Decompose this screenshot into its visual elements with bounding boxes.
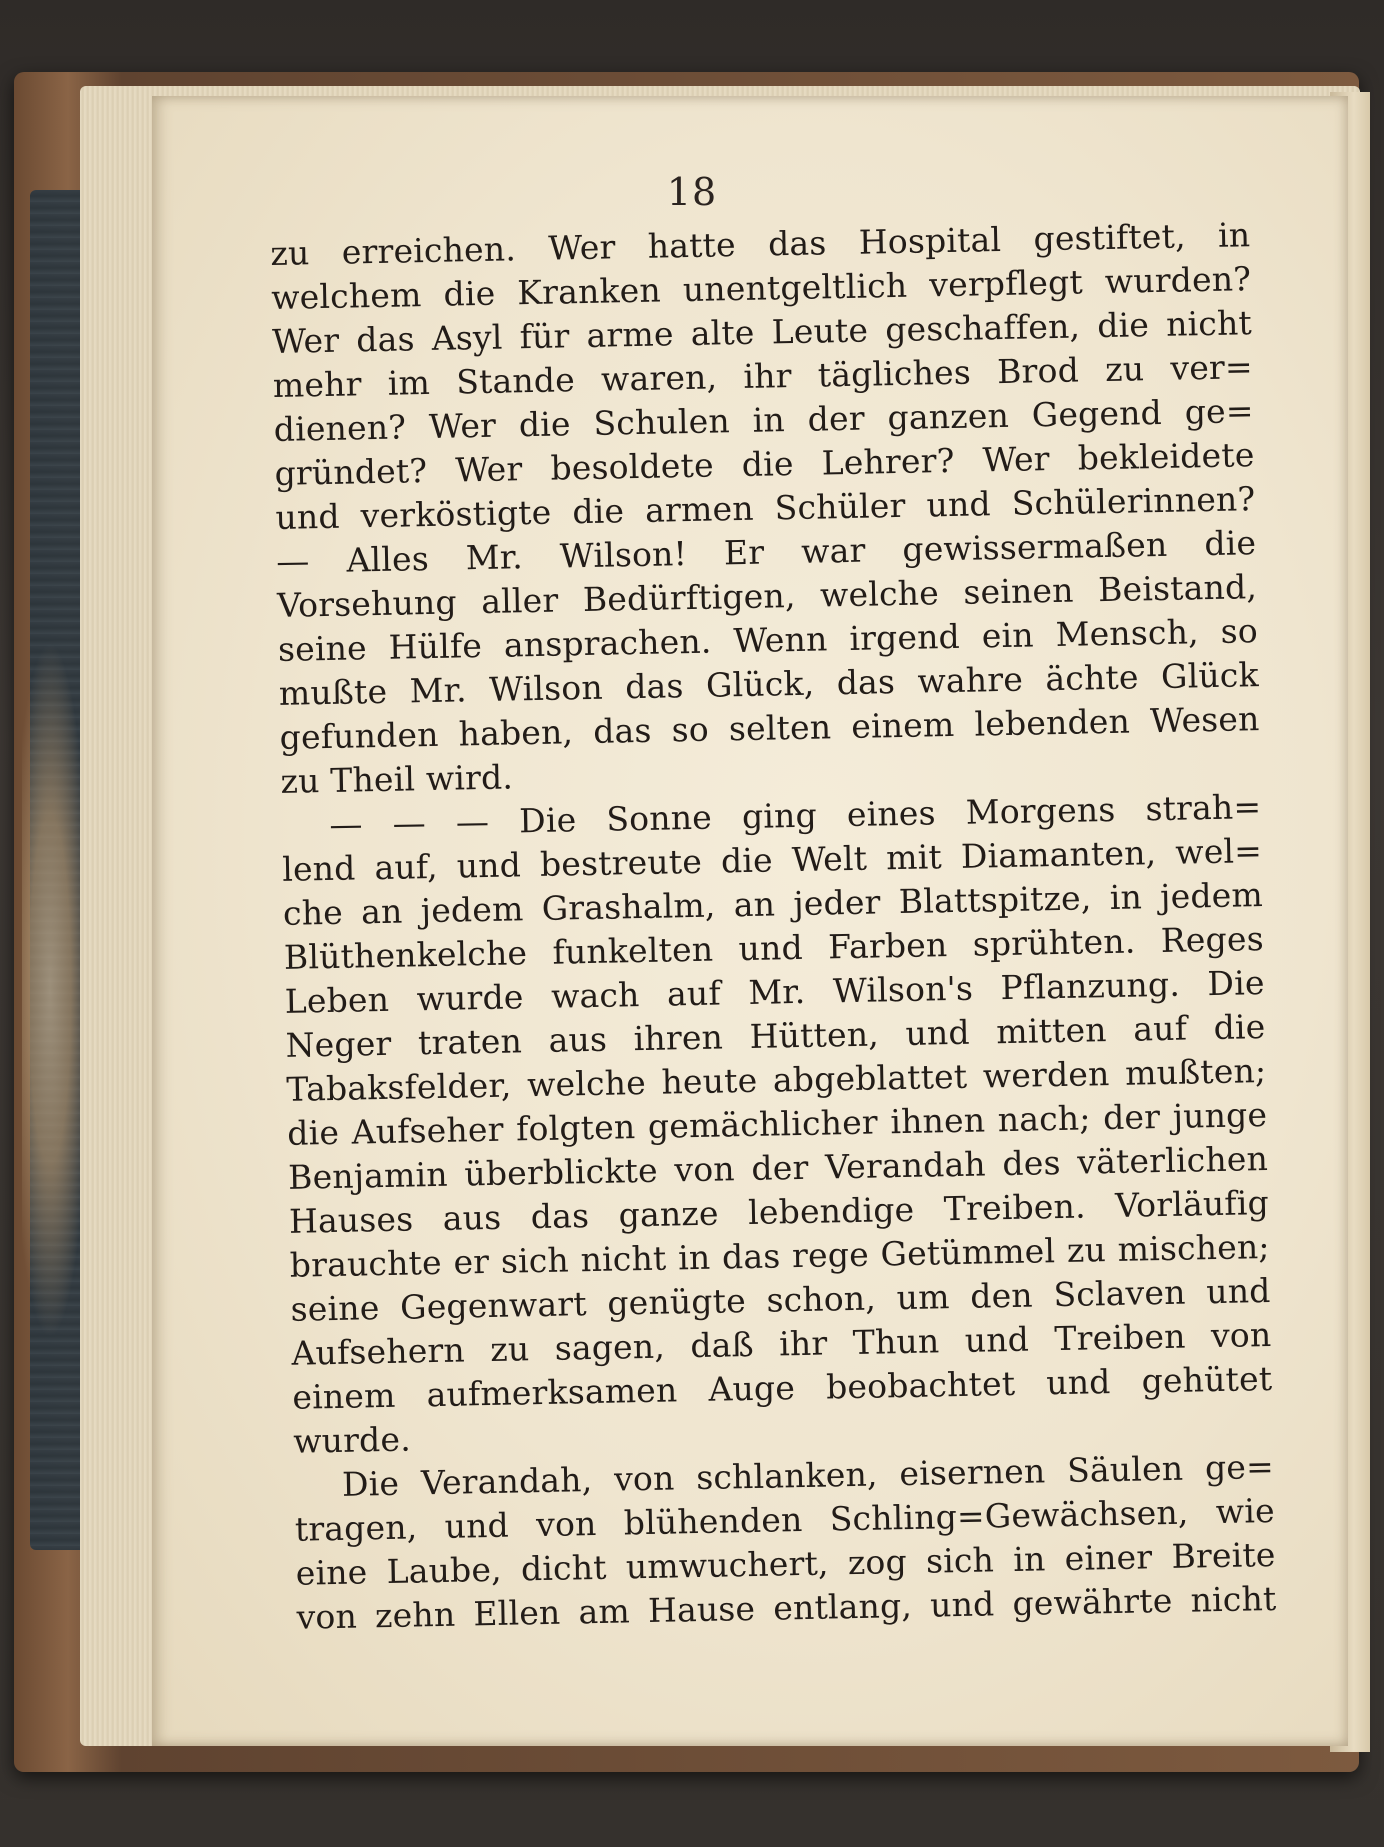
text-line: Hauses aus das ganze lebendige Treiben. Vorläufig: [288, 1183, 1270, 1241]
text-line: Vorsehung aller Bedürftigen, welche seinen Beistand,: [276, 567, 1258, 625]
text-line: Benjamin überblickte von der Verandah des väterlichen: [287, 1139, 1269, 1197]
text-line: die Aufseher folgten gemächlicher ihnen nach; der junge: [286, 1095, 1268, 1153]
text-line: mehr im Stande waren, ihr tägliches Brod zu ver=: [272, 347, 1254, 405]
text-line: welchem die Kranken unentgeltlich verpflegt wurden?: [270, 259, 1252, 317]
text-line: Tabaksfelder, welche heute abgeblattet werden mußten;: [286, 1051, 1267, 1109]
text-line: dienen? Wer die Schulen in der ganzen Gegend ge=: [273, 391, 1254, 449]
text-line: gefunden haben, das so selten einem lebenden Wesen: [279, 699, 1260, 757]
text-line: und verköstigte die armen Schüler und Schülerinnen?: [275, 479, 1256, 537]
text-line: zu Theil wird.: [280, 757, 514, 801]
text-line: eine Laube, dicht umwuchert, zog sich in einer Breite: [295, 1534, 1276, 1593]
text-line: Neger traten aus ihren Hütten, und mitten auf die: [285, 1007, 1266, 1065]
text-line: lend auf, und bestreute die Welt mit Diamanten, wel=: [281, 831, 1263, 889]
text-line: Blüthenkelche funkelten und Farben sprühten. Reges: [283, 919, 1265, 977]
text-line: seine Hülfe ansprachen. Wenn irgend ein Mensch, so: [277, 611, 1259, 669]
text-line: wurde.: [292, 1419, 412, 1461]
text-line: seine Gegenwart genügte schon, um den Sclaven und: [290, 1270, 1271, 1329]
text-line: Die Verandah, von schlanken, eisernen Säulen ge=: [341, 1446, 1275, 1504]
text-line: Wer das Asyl für arme alte Leute geschaffen, die nicht: [271, 303, 1253, 361]
text-line: von zehn Ellen am Hause entlang, und gewährte nicht: [296, 1578, 1277, 1637]
text-line: che an jedem Grashalm, an jeder Blattspitze, in jedem: [282, 875, 1264, 933]
text-line: gründet? Wer besoldete die Lehrer? Wer bekleidete: [274, 435, 1255, 493]
text-line: einem aufmerksamen Auge beobachtet und gehütet: [292, 1358, 1273, 1417]
text-line: tragen, und von blühenden Schling=Gewächsen, wie: [294, 1490, 1276, 1549]
text-line: zu erreichen. Wer hatte das Hospital gestiftet, in: [270, 215, 1251, 273]
page-number: 18: [666, 170, 718, 214]
text-line: — — — Die Sonne ging eines Morgens strah=: [329, 787, 1262, 844]
text-line: Aufsehern zu sagen, daß ihr Thun und Treiben von: [291, 1314, 1272, 1373]
text-line: — Alles Mr. Wilson! Er war gewissermaßen die: [275, 523, 1257, 581]
text-line: Leben wurde wach auf Mr. Wilson's Pflanzung. Die: [284, 963, 1265, 1021]
text-line: mußte Mr. Wilson das Glück, das wahre ächte Glück: [278, 655, 1260, 713]
page-text: [270, 213, 1277, 1640]
text-line: brauchte er sich nicht in das rege Getümmel zu mischen;: [289, 1226, 1271, 1285]
